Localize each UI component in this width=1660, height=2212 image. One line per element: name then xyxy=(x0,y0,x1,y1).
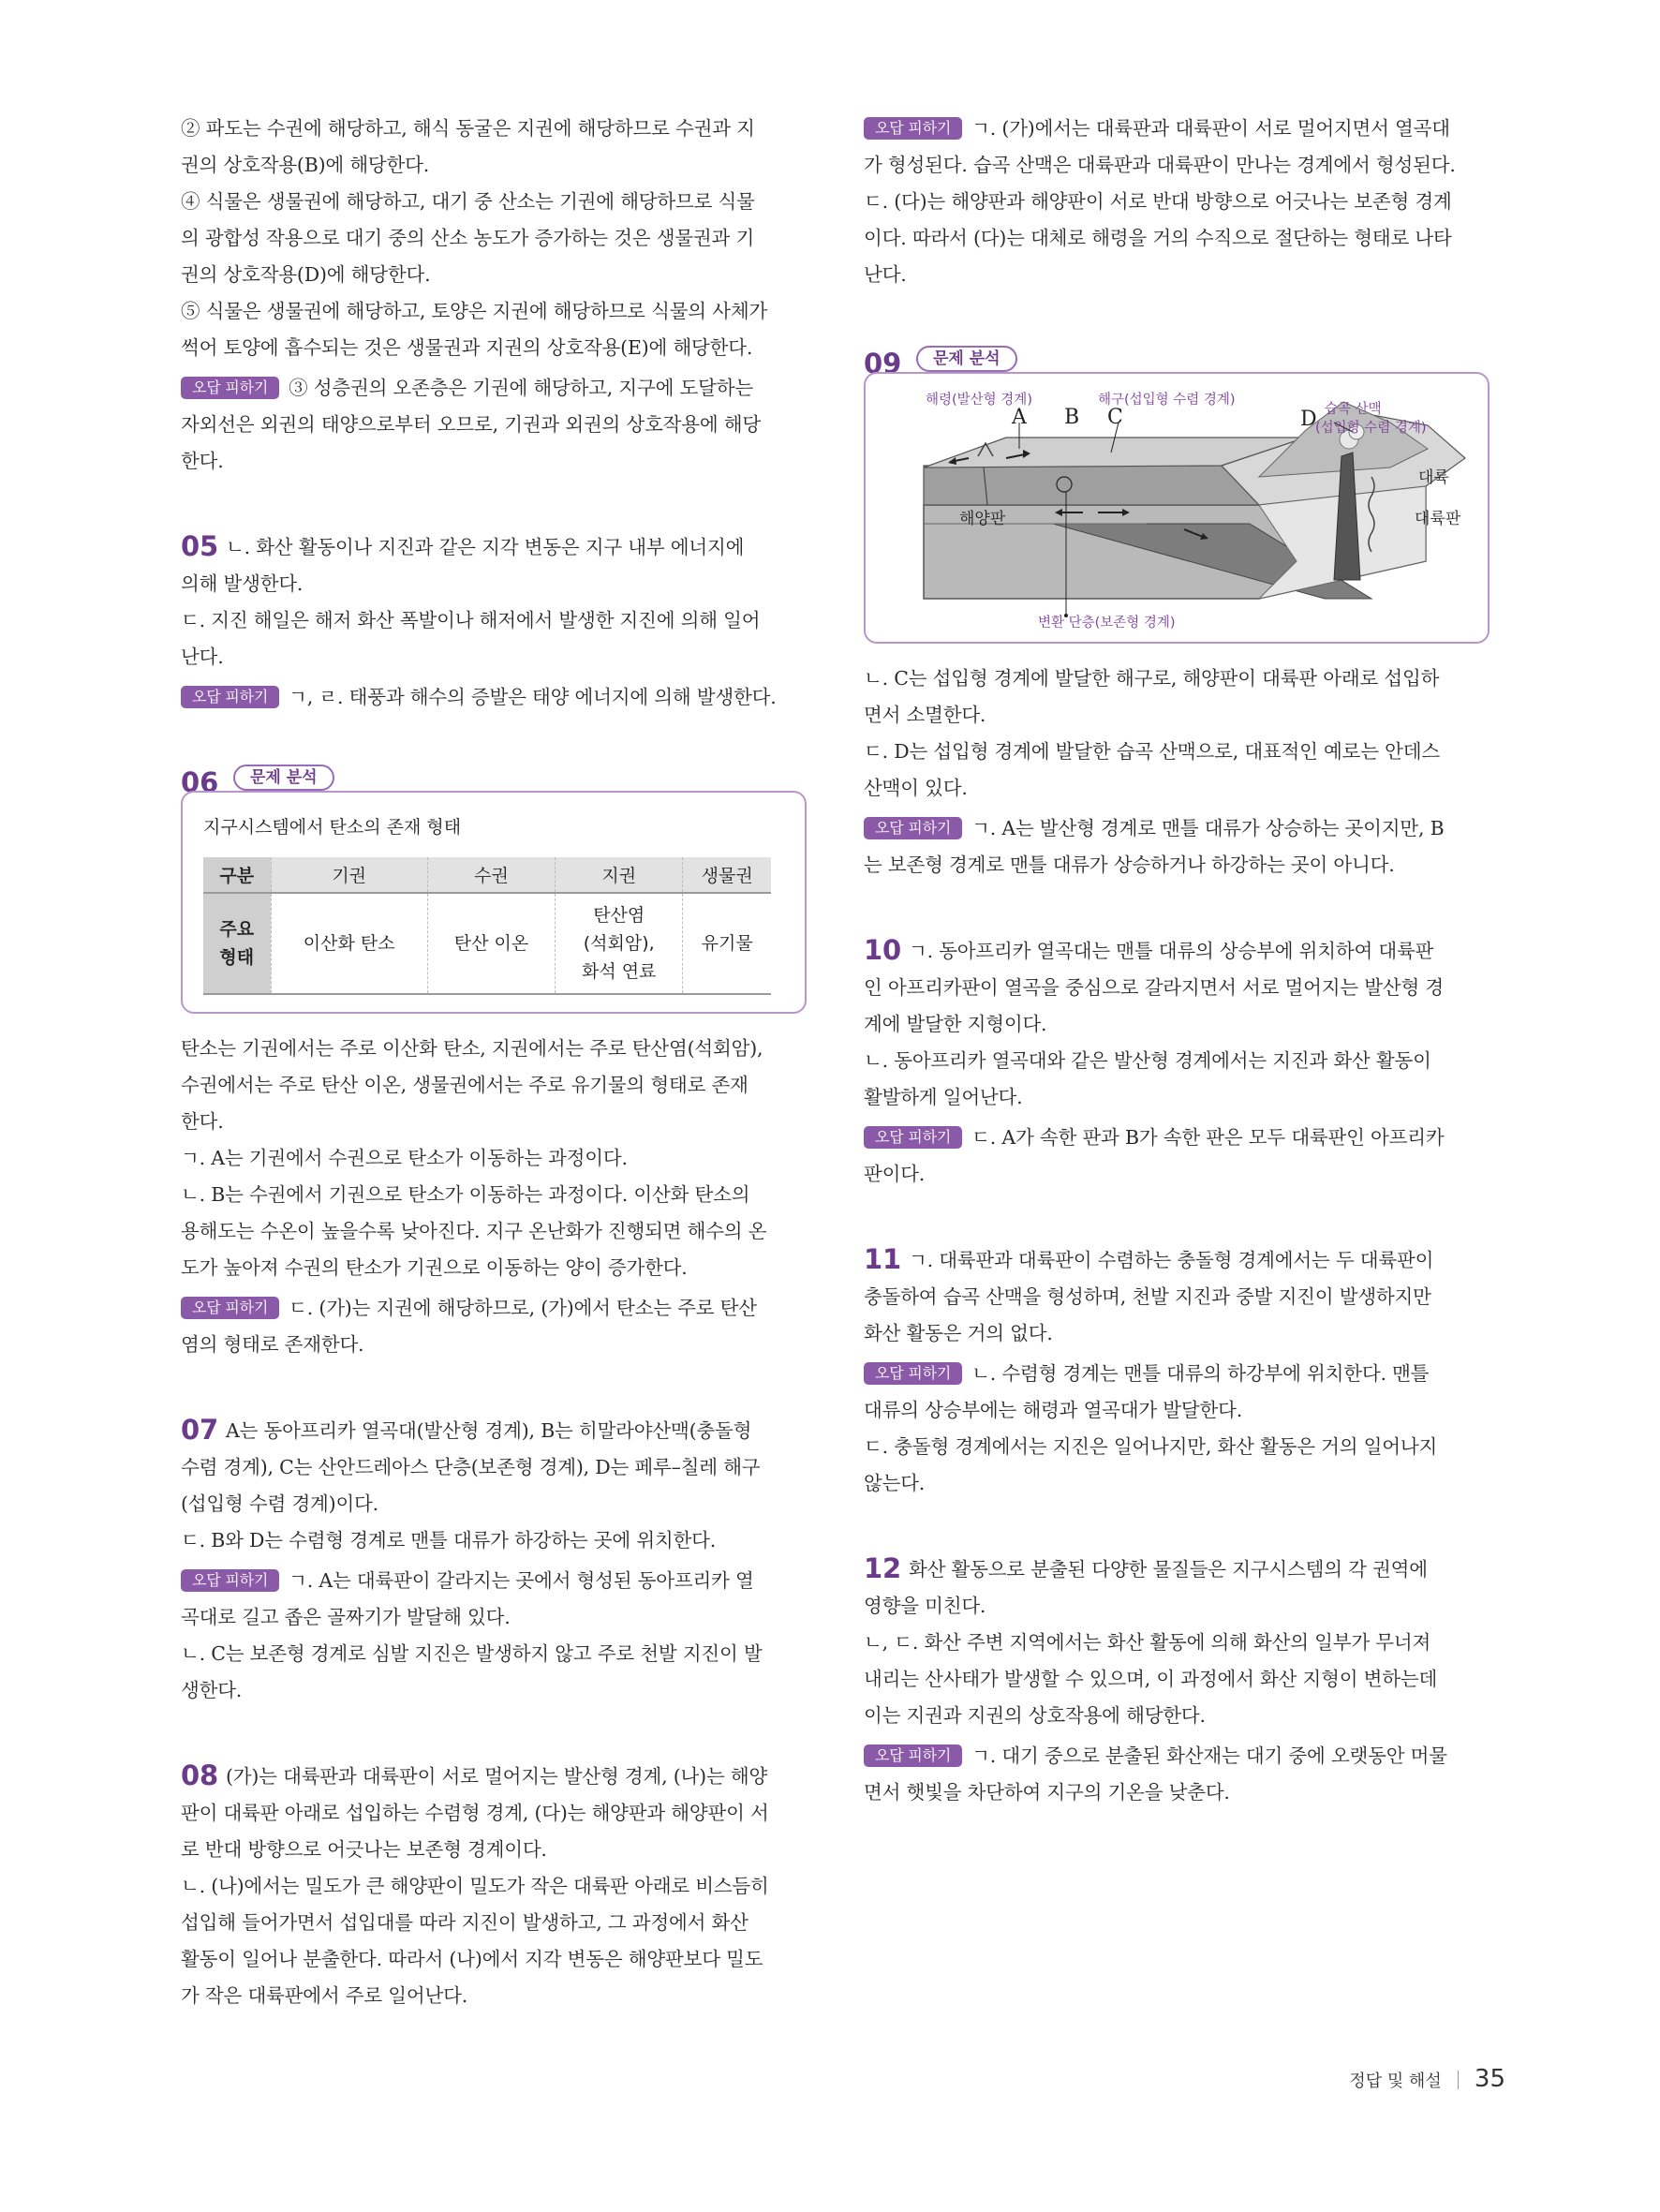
question-text: (가)는 대륙판과 대륙판이 서로 멀어지는 발산형 경계, (나)는 해양 xyxy=(225,1765,768,1788)
avoid-line xyxy=(181,1563,807,1599)
avoid-line xyxy=(181,370,807,407)
avoid-text: ㄴ. 수렴형 경계는 맨틀 대류의 하강부에 위치한다. 맨틀 xyxy=(971,1362,1430,1385)
label-trench: 해구(섭입형 수렴 경계) xyxy=(1098,393,1236,408)
text-line: (섭입형 수렴 경계)이다. xyxy=(181,1492,378,1515)
letter-b: B xyxy=(1064,406,1080,429)
carbon-table-box xyxy=(181,791,807,1014)
text-line: ㄷ. 지진 해일은 해저 화산 폭발이나 해저에서 발생한 지진에 의해 일어 xyxy=(181,609,761,631)
footer-divider xyxy=(1458,2071,1459,2089)
text-line: ㄱ. A는 기권에서 수권으로 탄소가 이동하는 과정이다. xyxy=(181,1147,628,1169)
text-line: 판이 대륙판 아래로 섭입하는 수렴형 경계, (다)는 해양판과 해양판이 서 xyxy=(181,1802,769,1824)
text-line: ㄷ. 충돌형 경계에서는 지진은 일어나지만, 화산 활동은 거의 일어나지 xyxy=(864,1435,1438,1458)
text-line: 로 반대 방향으로 어긋나는 보존형 경계이다. xyxy=(181,1838,547,1861)
text-line: 않는다. xyxy=(864,1472,926,1494)
question-first-line xyxy=(864,1551,1490,1588)
text-line: 한다. xyxy=(181,1110,224,1133)
text-line: 충돌하여 습곡 산맥을 형성하며, 천발 지진과 중발 지진이 발생하지만 xyxy=(864,1285,1431,1308)
text-line: 생한다. xyxy=(181,1679,243,1701)
text-line: 의 광합성 작용으로 대기 중의 산소 농도가 증가하는 것은 생물권과 기 xyxy=(181,227,755,249)
letter-a: A xyxy=(1012,406,1027,429)
table-header: 구분 xyxy=(203,857,271,893)
label-ridge: 해령(발산형 경계) xyxy=(926,393,1032,408)
text-line: 자외선은 외권의 태양으로부터 오므로, 기권과 외권의 상호작용에 해당 xyxy=(181,413,762,436)
analysis-tag: 문제 분석 xyxy=(233,765,334,791)
question-12 xyxy=(864,1551,1490,1811)
label-fold-mountain: 습곡 산맥 xyxy=(1325,402,1382,417)
question-text: ㄱ. 동아프리카 열곡대는 맨틀 대류의 상승부에 위치하여 대륙판 xyxy=(908,940,1434,962)
text-line: 의해 발생한다. xyxy=(181,572,304,595)
avoid-line xyxy=(864,1356,1490,1392)
text-line: 내리는 산사태가 발생할 수 있으며, 이 과정에서 화산 지형이 변하는데 xyxy=(864,1668,1438,1690)
text-line: 수권에서는 주로 탄산 이온, 생물권에서는 주로 유기물의 형태로 존재 xyxy=(181,1074,748,1096)
question-first-line xyxy=(181,1412,807,1449)
text-line: 계에 발달한 지형이다. xyxy=(864,1013,1047,1035)
avoid-line xyxy=(864,1120,1490,1156)
table-row xyxy=(203,893,771,994)
text-continent: 대륙 xyxy=(1418,468,1449,487)
text-line: ⑤ 식물은 생물권에 해당하고, 토양은 지권에 해당하므로 식물의 사체가 xyxy=(181,300,768,322)
avoid-text: ㄱ. A는 대륙판이 갈라지는 곳에서 형성된 동아프리카 열 xyxy=(289,1569,754,1592)
question-number: 09 xyxy=(864,348,902,379)
text-line: 인 아프리카판이 열곡을 중심으로 갈라지면서 서로 멀어지는 발산형 경 xyxy=(864,976,1445,999)
avoid-line xyxy=(864,1738,1490,1774)
text-line: 산맥이 있다. xyxy=(864,777,968,799)
text-line: 한다. xyxy=(181,450,224,472)
avoid-text: ㄱ. 대기 중으로 분출된 화산재는 대기 중에 오랫동안 머물 xyxy=(971,1744,1447,1767)
cell-text: 화석 연료 xyxy=(582,961,657,982)
text-line: 이다. 따라서 (다)는 대체로 해령을 거의 수직으로 절단하는 형태로 나타 xyxy=(864,227,1452,249)
avoid-text: ㄷ. (가)는 지권에 해당하므로, (가)에서 탄소는 주로 탄산 xyxy=(289,1297,757,1319)
question-first-line xyxy=(864,932,1490,970)
row-header-text: 주요 xyxy=(219,919,255,940)
text-line: 면서 햇빛을 차단하여 지구의 기온을 낮춘다. xyxy=(864,1781,1230,1804)
avoid-text: ㄱ. A는 발산형 경계로 맨틀 대류가 상승하는 곳이지만, B xyxy=(971,817,1445,839)
table-header: 수권 xyxy=(427,857,555,893)
question-text: ㄱ. 대륙판과 대륙판이 수렴하는 충돌형 경계에서는 두 대륙판이 xyxy=(908,1249,1434,1271)
left-column xyxy=(181,111,807,2014)
avoid-line xyxy=(181,679,807,716)
text-line: 탄소는 기권에서는 주로 이산화 탄소, 지권에서는 주로 탄산염(석회암), xyxy=(181,1037,763,1060)
question-text: A는 동아프리카 열곡대(발산형 경계), B는 히말라야산맥(충돌형 xyxy=(225,1419,752,1442)
table-cell xyxy=(556,893,683,994)
question-09 xyxy=(864,346,1490,883)
question-number: 12 xyxy=(864,1552,901,1584)
text-line: ㄷ. B와 D는 수렴형 경계로 맨틀 대류가 하강하는 곳에 위치한다. xyxy=(181,1529,717,1551)
question-number: 05 xyxy=(181,530,218,562)
text-line: 활동이 일어나 분출한다. 따라서 (나)에서 지각 변동은 해양판보다 밀도 xyxy=(181,1948,763,1970)
table-header-row xyxy=(203,857,771,893)
question-number: 06 xyxy=(181,766,219,798)
page-number: 35 xyxy=(1474,2065,1505,2093)
text-line: ㄴ. (나)에서는 밀도가 큰 해양판이 밀도가 작은 대륙판 아래로 비스듬히 xyxy=(181,1875,769,1897)
table-header: 지권 xyxy=(556,857,683,893)
text-line: 화산 활동은 거의 없다. xyxy=(864,1322,1053,1344)
avoid-badge: 오답 피하기 xyxy=(864,1744,962,1767)
avoid-badge: 오답 피하기 xyxy=(181,377,279,399)
avoid-badge: 오답 피하기 xyxy=(864,1362,962,1385)
avoid-badge: 오답 피하기 xyxy=(864,1126,962,1149)
text-line: 용해도는 수온이 높을수록 낮아진다. 지구 온난화가 진행되면 해수의 온 xyxy=(181,1220,767,1242)
text-line: 는 보존형 경계로 맨틀 대류가 상승하거나 하강하는 곳이 아니다. xyxy=(864,854,1395,876)
plate-boundary-diagram xyxy=(864,372,1490,644)
text-line: 난다. xyxy=(181,646,224,668)
text-line: 가 작은 대륙판에서 주로 일어난다. xyxy=(181,1984,468,2007)
cell-text: (석회암), xyxy=(583,933,655,954)
analysis-tag: 문제 분석 xyxy=(916,346,1017,372)
text-line: 이는 지권과 지권의 상호작용에 해당한다. xyxy=(864,1704,1206,1727)
table-cell: 탄산 이온 xyxy=(427,893,555,994)
label-transform-fault: 변환 단층(보존형 경계) xyxy=(1038,616,1176,631)
question-first-line xyxy=(864,1241,1490,1279)
text-line: 권의 상호작용(B)에 해당한다. xyxy=(181,154,430,176)
question-number: 07 xyxy=(181,1414,218,1446)
text-line: 판이다. xyxy=(864,1163,926,1185)
question-05 xyxy=(181,528,807,716)
avoid-text: ㄷ. A가 속한 판과 B가 속한 판은 모두 대륙판인 아프리카 xyxy=(971,1126,1445,1149)
avoid-badge: 오답 피하기 xyxy=(864,117,962,140)
row-header xyxy=(203,893,271,994)
table-cell: 유기물 xyxy=(683,893,771,994)
table-cell: 이산화 탄소 xyxy=(271,893,427,994)
intro-block xyxy=(181,111,807,480)
table-title: 지구시스템에서 탄소의 존재 형태 xyxy=(203,817,462,838)
avoid-text: ㄱ, ㄹ. 태풍과 해수의 증발은 태양 에너지에 의해 발생한다. xyxy=(289,686,777,708)
question-text: ㄴ. 화산 활동이나 지진과 같은 지각 변동은 지구 내부 에너지에 xyxy=(225,536,745,558)
text-line: 가 형성된다. 습곡 산맥은 대륙판과 대륙판이 만나는 경계에서 형성된다. xyxy=(864,154,1456,176)
question-first-line xyxy=(181,1758,807,1795)
question-11 xyxy=(864,1241,1490,1502)
row-header-text: 형태 xyxy=(219,947,255,968)
page-footer xyxy=(1349,2065,1505,2093)
text-line: ㄴ. C는 섭입형 경계에 발달한 해구로, 해양판이 대륙판 아래로 섭입하 xyxy=(864,667,1440,690)
text-line: 면서 소멸한다. xyxy=(864,704,986,726)
question-first-line xyxy=(181,528,807,566)
avoid-line xyxy=(864,810,1490,847)
avoid-line xyxy=(864,111,1490,147)
text-line: ㄷ. D는 섭입형 경계에 발달한 습곡 산맥으로, 대표적인 예로는 안데스 xyxy=(864,740,1440,763)
text-line: ㄴ. B는 수권에서 기권으로 탄소가 이동하는 과정이다. 이산화 탄소의 xyxy=(181,1183,750,1206)
question-10 xyxy=(864,932,1490,1193)
footer-label: 정답 및 해설 xyxy=(1349,2071,1442,2091)
text-line: ㄴ. 동아프리카 열곡대와 같은 발산형 경계에서는 지진과 화산 활동이 xyxy=(864,1049,1431,1072)
text-line: 염의 형태로 존재한다. xyxy=(181,1333,364,1356)
text-oceanic-plate: 해양판 xyxy=(959,510,1006,528)
question-06 xyxy=(181,765,807,1363)
text-continental-plate: 대륙판 xyxy=(1415,510,1461,528)
text-line: 섭입해 들어가면서 섭입대를 따라 지진이 발생하고, 그 과정에서 화산 xyxy=(181,1911,748,1934)
avoid-text: ③ 성층권의 오존층은 기권에 해당하고, 지구에 도달하는 xyxy=(289,377,753,399)
avoid-badge: 오답 피하기 xyxy=(181,1297,279,1319)
cell-text: 탄산염 xyxy=(593,905,645,926)
question-number: 11 xyxy=(864,1243,901,1275)
text-line: ㄷ. (다)는 해양판과 해양판이 서로 반대 방향으로 어긋나는 보존형 경계 xyxy=(864,190,1452,213)
text-line: 곡대로 길고 좁은 골짜기가 발달해 있다. xyxy=(181,1606,511,1628)
question-08 xyxy=(181,1758,807,2014)
question-number: 10 xyxy=(864,934,901,966)
question-07 xyxy=(181,1412,807,1709)
text-line: 수렴 경계), C는 산안드레아스 단층(보존형 경계), D는 페루–칠레 해구 xyxy=(181,1456,761,1478)
table-header: 기권 xyxy=(271,857,427,893)
right-column xyxy=(864,111,1490,1811)
carbon-table xyxy=(203,857,771,995)
avoid-line xyxy=(181,1290,807,1327)
text-line: 썩어 토양에 흡수되는 것은 생물권과 지권의 상호작용(E)에 해당한다. xyxy=(181,336,753,359)
question-number: 08 xyxy=(181,1759,218,1791)
text-line: 권의 상호작용(D)에 해당한다. xyxy=(181,263,431,286)
label-fold-mountain-type: (섭입형 수렴 경계) xyxy=(1315,421,1427,436)
text-line: ② 파도는 수권에 해당하고, 해식 동굴은 지권에 해당하므로 수권과 지 xyxy=(181,117,755,140)
avoid-badge: 오답 피하기 xyxy=(181,686,279,708)
letter-d: D xyxy=(1300,408,1317,431)
text-line: 영향을 미친다. xyxy=(864,1595,986,1617)
text-line: 활발하게 일어난다. xyxy=(864,1086,1023,1108)
text-line: 도가 높아져 수권의 탄소가 기권으로 이동하는 양이 증가한다. xyxy=(181,1256,688,1279)
text-line: ④ 식물은 생물권에 해당하고, 대기 중 산소는 기권에 해당하므로 식물 xyxy=(181,190,755,213)
text-line: 대류의 상승부에는 해령과 열곡대가 발달한다. xyxy=(864,1399,1243,1421)
text-line: ㄴ, ㄷ. 화산 주변 지역에서는 화산 활동에 의해 화산의 일부가 무너져 xyxy=(864,1631,1431,1654)
avoid-badge: 오답 피하기 xyxy=(864,817,962,839)
text-line: ㄴ. C는 보존형 경계로 심발 지진은 발생하지 않고 주로 천발 지진이 발 xyxy=(181,1642,763,1665)
letter-c: C xyxy=(1107,406,1123,429)
avoid-text: ㄱ. (가)에서는 대륙판과 대륙판이 서로 멀어지면서 열곡대 xyxy=(971,117,1450,140)
text-line: 난다. xyxy=(864,263,907,286)
question-text: 화산 활동으로 분출된 다양한 물질들은 지구시스템의 각 권역에 xyxy=(908,1558,1428,1581)
table-header: 생물권 xyxy=(683,857,771,893)
avoid-badge: 오답 피하기 xyxy=(181,1569,279,1592)
question-08-avoid xyxy=(864,111,1490,293)
